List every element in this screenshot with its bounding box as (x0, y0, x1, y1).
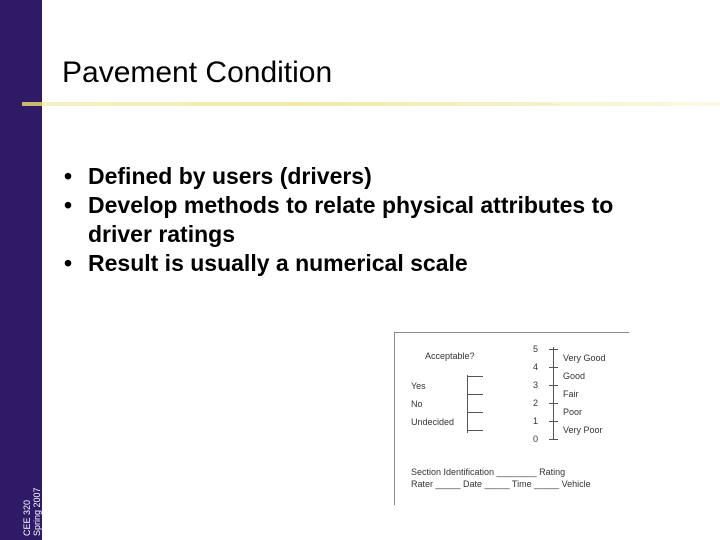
scale-number: 0 (533, 434, 539, 444)
option-bracket-line (467, 375, 468, 433)
option-undecided: Undecided (411, 417, 455, 427)
scale-tick (549, 403, 558, 404)
bullet-list (58, 162, 678, 278)
bullet-text: Result is usually a numerical scale (88, 250, 468, 276)
course-code: CEE 320 (22, 499, 32, 536)
scale-tick (549, 421, 558, 422)
form-footer-line: Section Identification ________ Rating (411, 467, 566, 477)
scale-tick (549, 367, 558, 368)
bullet-marker: • (63, 192, 73, 218)
scale-tick (549, 385, 558, 386)
option-no: No (411, 399, 423, 409)
rating-label: Very Good (563, 353, 606, 363)
bullet-marker: • (63, 250, 73, 276)
scale-number: 1 (533, 416, 539, 426)
scale-bar (553, 347, 554, 439)
course-label (22, 487, 42, 536)
sidebar-bar (0, 0, 42, 540)
course-term: Spring 2007 (32, 487, 42, 536)
bullet-marker: • (63, 163, 73, 189)
bullet-item (58, 249, 678, 278)
option-tick (467, 430, 483, 431)
scale-number: 2 (533, 398, 539, 408)
rating-label: Good (563, 371, 586, 381)
scale-number: 4 (533, 362, 539, 372)
rating-form-figure (394, 332, 629, 505)
acceptable-label: Acceptable? (425, 351, 475, 361)
scale-number: 3 (533, 380, 539, 390)
option-tick (467, 412, 483, 413)
bullet-item (58, 162, 678, 191)
title-underline-accent (22, 102, 42, 106)
slide-title: Pavement Condition (62, 56, 333, 89)
bullet-text: Develop methods to relate physical attributes to driver ratings (88, 192, 614, 247)
form-footer-line: Rater _____ Date _____ Time _____ Vehicle (411, 479, 591, 489)
scale-tick (549, 439, 558, 440)
bullet-item (58, 191, 678, 249)
option-tick (467, 394, 483, 395)
scale-number: 5 (533, 344, 539, 354)
title-underline (22, 102, 720, 106)
rating-label: Fair (563, 389, 579, 399)
bullet-text: Defined by users (drivers) (88, 163, 372, 189)
scale-tick (549, 349, 558, 350)
option-tick (467, 376, 483, 377)
rating-label: Poor (563, 407, 583, 417)
rating-label: Very Poor (563, 425, 603, 435)
option-yes: Yes (411, 381, 426, 391)
